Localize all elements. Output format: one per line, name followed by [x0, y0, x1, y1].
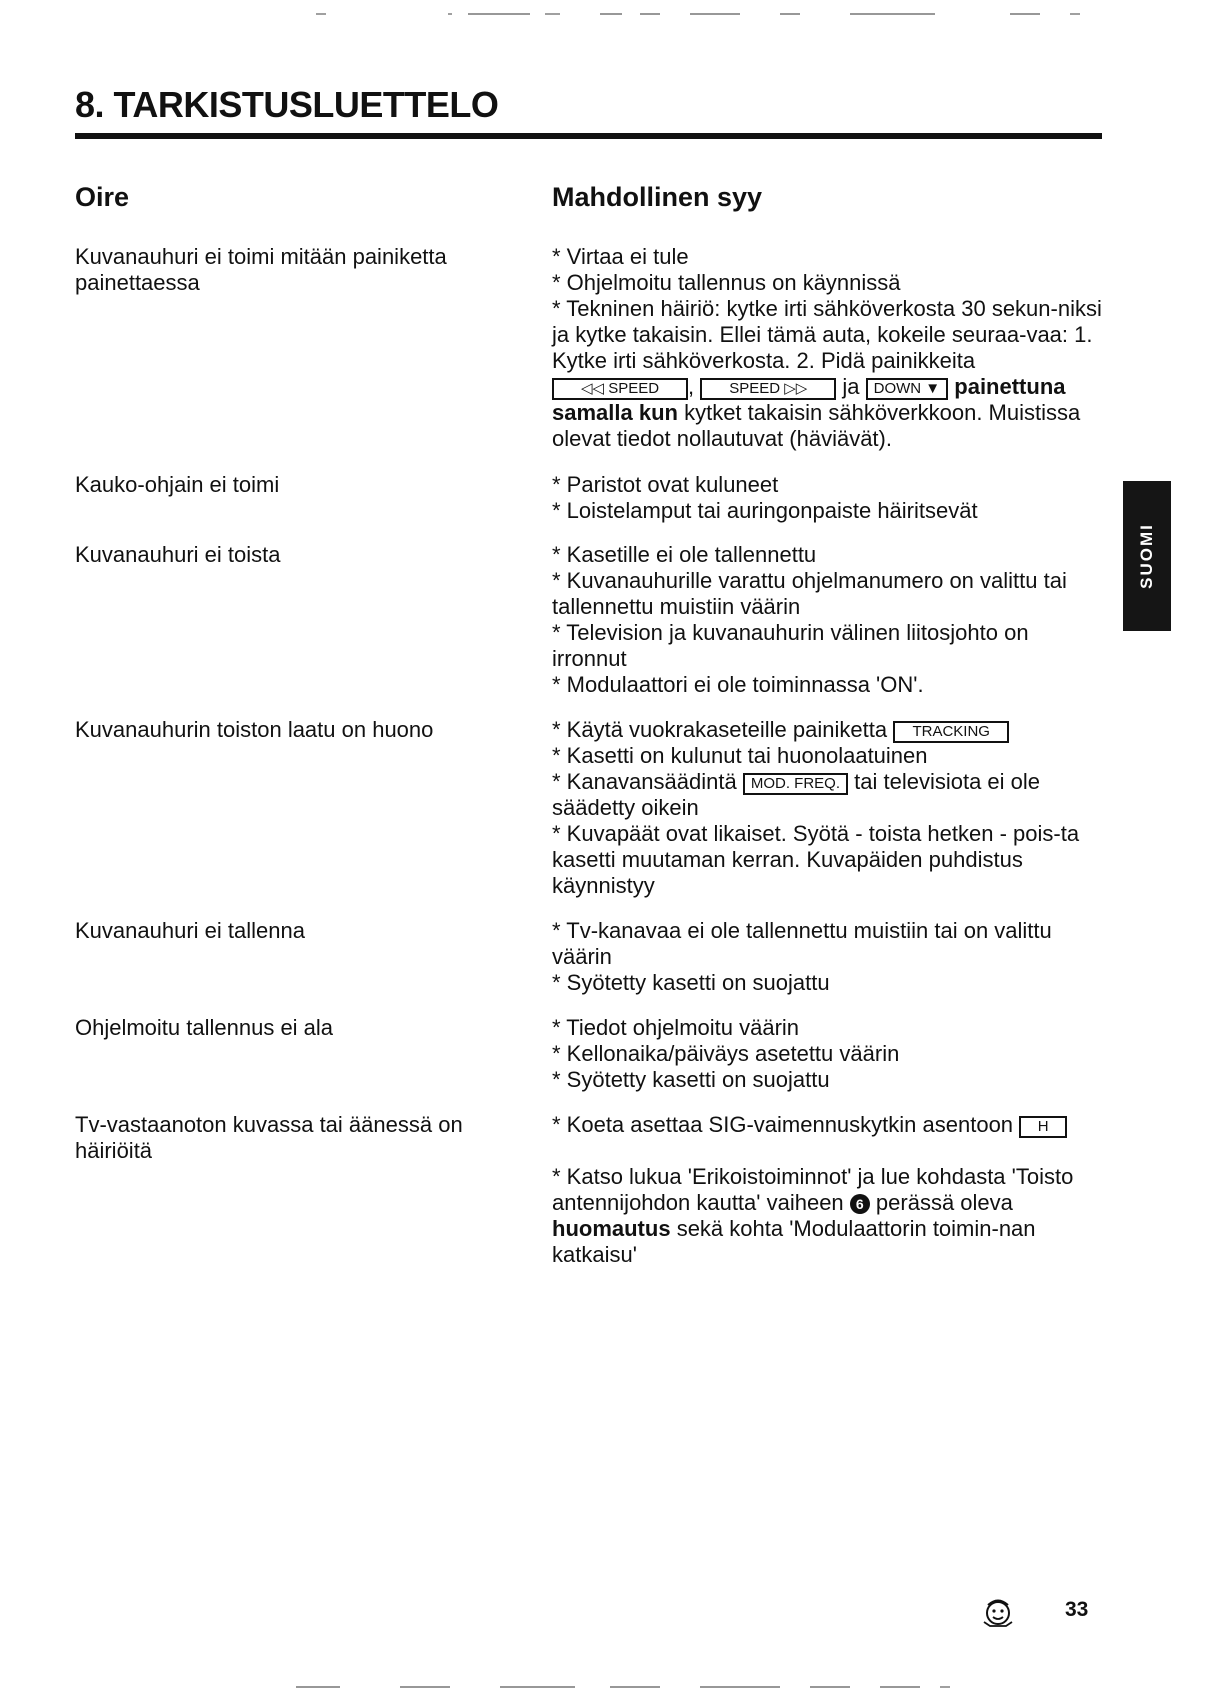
h-position-key: H: [1019, 1116, 1067, 1138]
cause-item: [552, 1112, 1102, 1138]
cause-text: perässä oleva: [875, 1190, 1013, 1215]
symptom-text: Kauko-ohjain ei toimi: [75, 472, 280, 497]
cause-list: [552, 717, 1102, 899]
scan-noise-top: [0, 10, 1221, 18]
cause-item: * Television ja kuvanauhurin välinen liitosjohto on irronnut: [552, 620, 1029, 671]
symptom-text: Kuvanauhuri ei tallenna: [75, 918, 305, 943]
symptom-text: Kuvanauhurin toiston laatu on huono: [75, 717, 434, 742]
rewind-speed-key: ◁◁ SPEED: [552, 378, 688, 400]
down-key: DOWN ▼: [866, 378, 949, 400]
cause-item: [552, 769, 1102, 821]
cause-list: [552, 542, 1102, 698]
cause-list: [552, 918, 1102, 996]
cause-item: * Paristot ovat kuluneet: [552, 472, 779, 497]
symptom-text: Kuvanauhuri ei toista: [75, 542, 281, 567]
cause-item: * Syötetty kasetti on suojattu: [552, 1067, 830, 1092]
language-side-tab: [1123, 481, 1171, 631]
scan-noise-bottom: [0, 1683, 1221, 1691]
cause-item: * Ohjelmoitu tallennus on käynnissä: [552, 270, 901, 295]
cause-item: [552, 296, 1102, 452]
cause-text: kytket takaisin sähköverkkoon. Muistissa olevat tiedot nollautuvat (häviävät).: [552, 400, 1081, 451]
cause-list: [552, 472, 1102, 524]
mod-freq-key: MOD. FREQ.: [743, 773, 848, 795]
cause-item: * Virtaa ei tule: [552, 244, 689, 269]
cause-list: [552, 1112, 1102, 1268]
symptom-column-heading: Oire: [75, 182, 130, 212]
cause-item: [552, 1164, 1102, 1268]
emphasis-text: painettuna samalla kun: [552, 374, 1066, 425]
page-number: 33: [1065, 1598, 1089, 1621]
cause-text: * Käytä vuokrakaseteille painiketta: [552, 717, 888, 742]
step-number-badge: 6: [850, 1194, 870, 1214]
separator: ja: [842, 374, 860, 399]
cause-item: * Loistelamput tai auringonpaiste häiritsevät: [552, 498, 978, 523]
cause-item: * Kasetille ei ole tallennettu: [552, 542, 817, 567]
cause-list: [552, 1015, 1102, 1093]
emphasis-text: huomautus: [552, 1216, 671, 1241]
tracking-key: TRACKING: [893, 721, 1009, 743]
page-title: 8. TARKISTUSLUETTELO: [75, 84, 499, 125]
cause-column-heading: Mahdollinen syy: [552, 182, 763, 212]
cause-item: [552, 717, 1102, 743]
cause-item: * Kuvanauhurille varattu ohjelmanumero on valittu tai tallennettu muistiin väärin: [552, 568, 1067, 619]
cause-text: * Katso lukua 'Erikoistoiminnot' ja lue kohdasta 'Toisto antennijohdon kautta' vaiheen: [552, 1164, 1074, 1215]
cause-item: * Modulaattori ei ole toiminnassa 'ON'.: [552, 672, 924, 697]
cause-item: * Syötetty kasetti on suojattu: [552, 970, 830, 995]
cause-text: tai televisiota ei ole säädetty oikein: [552, 769, 1041, 820]
symptom-text: Kuvanauhuri ei toimi mitään painiketta painettaessa: [75, 244, 447, 295]
cause-item: * Kuvapäät ovat likaiset. Syötä - toista hetken - pois-ta kasetti muutaman kerran. Kuvapäiden puhdistus käynnistyy: [552, 821, 1080, 898]
separator: ,: [688, 374, 695, 399]
symptom-text: Ohjelmoitu tallennus ei ala: [75, 1015, 334, 1040]
cause-text: * Tekninen häiriö: kytke irti sähköverkosta 30 sekun-niksi ja kytke takaisin. Ellei tämä auta, kokeile seuraa-vaa: 1. Kytke irti sähköverkosta. 2. Pidä painikkeita: [552, 296, 1102, 373]
cause-item: * Kasetti on kulunut tai huonolaatuinen: [552, 743, 928, 768]
cause-item: * Kellonaika/päiväys asetettu väärin: [552, 1041, 900, 1066]
cause-list: [552, 244, 1102, 452]
symptom-text: Tv-vastaanoton kuvassa tai äänessä on häiriöitä: [75, 1112, 463, 1163]
cause-item: * Tv-kanavaa ei ole tallennettu muistiin tai on valittu väärin: [552, 918, 1052, 969]
recycle-face-icon: [978, 1596, 1018, 1630]
forward-speed-key: SPEED ▷▷: [700, 378, 836, 400]
cause-text: * Koeta asettaa SIG-vaimennuskytkin asentoon: [552, 1112, 1014, 1137]
title-divider: [75, 133, 1102, 139]
cause-item: * Tiedot ohjelmoitu väärin: [552, 1015, 800, 1040]
cause-text: sekä kohta 'Modulaattorin toimin-nan katkaisu': [552, 1216, 1036, 1267]
cause-text: * Kanavansäädintä: [552, 769, 737, 794]
language-label: SUOMI: [1137, 523, 1156, 589]
